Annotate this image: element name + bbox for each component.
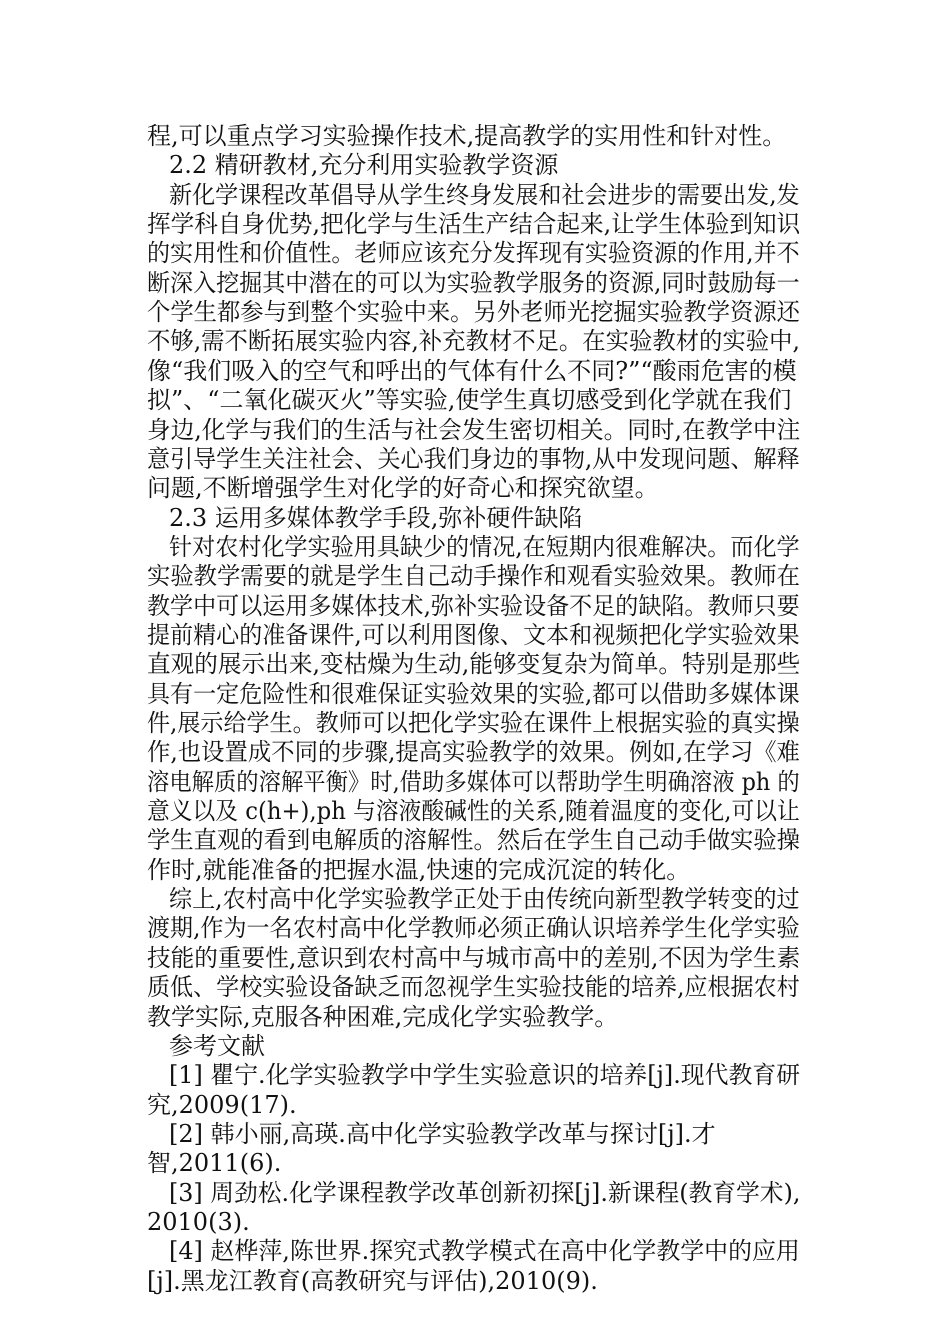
text-line: 实验教学需要的就是学生自己动手操作和观看实验效果。教师在 bbox=[147, 562, 800, 590]
text-line: [3] 周劲松.化学课程教学改革创新初探[j].新课程(教育学术), bbox=[169, 1179, 801, 1207]
text-line: 挥学科自身优势,把化学与生活生产结合起来,让学生体验到知识 bbox=[147, 210, 801, 238]
text-line: 质低、学校实验设备缺乏而忽视学生实验技能的培养,应根据农村 bbox=[147, 973, 800, 1001]
text-line: [4] 赵桦萍,陈世界.探究式教学模式在高中化学教学中的应用 bbox=[169, 1237, 800, 1265]
text-line: 究,2009(17). bbox=[147, 1091, 297, 1119]
text-line: 教学实际,克服各种困难,完成化学实验教学。 bbox=[147, 1003, 619, 1031]
text-line: 个学生都参与到整个实验中来。另外老师光挖掘实验教学资源还 bbox=[147, 298, 800, 326]
text-line: 意引导学生关注社会、关心我们身边的事物,从中发现问题、解释 bbox=[147, 445, 800, 473]
text-line: 针对农村化学实验用具缺少的情况,在短期内很难解决。而化学 bbox=[169, 533, 800, 561]
text-line: 身边,化学与我们的生活与社会发生密切相关。同时,在教学中注 bbox=[147, 416, 801, 444]
text-line: 像“我们吸入的空气和呼出的气体有什么不同?”“酸雨危害的模 bbox=[147, 357, 797, 385]
text-line: 教学中可以运用多媒体技术,弥补实验设备不足的缺陷。教师只要 bbox=[147, 592, 800, 620]
text-line: 的实用性和价值性。老师应该充分发挥现有实验资源的作用,并不 bbox=[147, 239, 800, 267]
text-line: 2010(3). bbox=[147, 1208, 250, 1236]
text-line: 作,也设置成不同的步骤,提高实验教学的效果。例如,在学习《难 bbox=[147, 738, 800, 766]
text-line: [j].黑龙江教育(高教研究与评估),2010(9). bbox=[147, 1267, 598, 1295]
text-line: 具有一定危险性和很难保证实验效果的实验,都可以借助多媒体课 bbox=[147, 680, 800, 708]
text-line: 件,展示给学生。教师可以把化学实验在课件上根据实验的真实操 bbox=[147, 709, 800, 737]
text-line: 2.2 精研教材,充分利用实验教学资源 bbox=[169, 151, 559, 179]
text-line: 程,可以重点学习实验操作技术,提高教学的实用性和针对性。 bbox=[147, 122, 787, 150]
text-line: 作时,就能准备的把握水温,快速的完成沉淀的转化。 bbox=[147, 856, 691, 884]
text-line: 参考文献 bbox=[169, 1032, 265, 1060]
text-line: 直观的展示出来,变枯燥为生动,能够变复杂为简单。特别是那些 bbox=[147, 650, 801, 678]
text-line: 2.3 运用多媒体教学手段,弥补硬件缺陷 bbox=[169, 504, 583, 532]
text-line: 智,2011(6). bbox=[147, 1149, 282, 1177]
text-line: 学生直观的看到电解质的溶解性。然后在学生自己动手做实验操 bbox=[147, 826, 800, 854]
text-line: [2] 韩小丽,高瑛.高中化学实验教学改革与探讨[j].才 bbox=[169, 1120, 716, 1148]
text-line: 拟”、“二氧化碳灭火”等实验,使学生真切感受到化学就在我们 bbox=[147, 386, 792, 414]
text-line: [1] 瞿宁.化学实验教学中学生实验意识的培养[j].现代教育研 bbox=[169, 1061, 801, 1089]
text-line: 不够,需不断拓展实验内容,补充教材不足。在实验教材的实验中, bbox=[147, 327, 800, 355]
text-line: 综上,农村高中化学实验教学正处于由传统向新型教学转变的过 bbox=[169, 885, 800, 913]
text-line: 渡期,作为一名农村高中化学教师必须正确认识培养学生化学实验 bbox=[147, 914, 800, 942]
text-line: 新化学课程改革倡导从学生终身发展和社会进步的需要出发,发 bbox=[169, 181, 800, 209]
text-line: 断深入挖掘其中潜在的可以为实验教学服务的资源,同时鼓励每一 bbox=[147, 269, 800, 297]
text-line: 溶电解质的溶解平衡》时,借助多媒体可以帮助学生明确溶液 ph 的 bbox=[147, 768, 800, 796]
text-line: 技能的重要性,意识到农村高中与城市高中的差别,不因为学生素 bbox=[147, 944, 801, 972]
text-line: 问题,不断增强学生对化学的好奇心和探究欲望。 bbox=[147, 474, 659, 502]
text-line: 意义以及 c(h+),ph 与溶液酸碱性的关系,随着温度的变化,可以让 bbox=[147, 797, 800, 825]
text-line: 提前精心的准备课件,可以利用图像、文本和视频把化学实验效果 bbox=[147, 621, 800, 649]
